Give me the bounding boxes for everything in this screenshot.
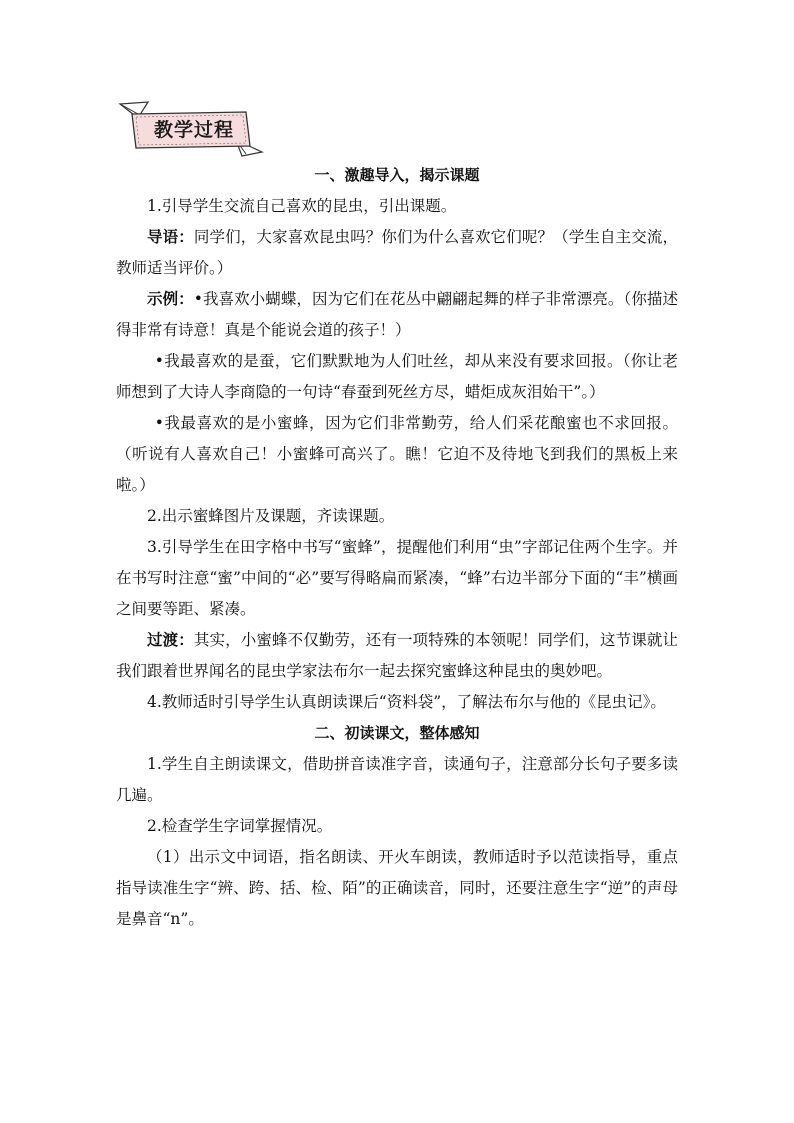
paragraph: •我最喜欢的是蚕，它们默默地为人们吐丝，却从来没有要求回报。（你让老师想到了大诗人李商隐的一句诗“春蚕到死丝方尽，蜡炬成灰泪始干”。） [116, 352, 678, 401]
paragraph: 1.学生自主朗读课文，借助拼音读准字音，读通句子，注意部分长句子要多读几遍。 [116, 755, 678, 804]
paragraph: 4.教师适时引导学生认真朗读课后“资料袋”，了解法布尔与他的《昆虫记》。 [147, 693, 666, 711]
section-badge [118, 100, 264, 158]
section-heading: 二、初读课文，整体感知 [314, 724, 480, 742]
lesson-content [116, 160, 678, 935]
paragraph-label: 导语： [147, 228, 194, 246]
paragraph: 3.引导学生在田字格中书写“蜜蜂”，提醒他们利用“虫”字部记住两个生字。并在书写时注意“蜜”中间的“必”要写得略扁而紧凑，“蜂”右边半部分下面的“丰”横画之间要等距、紧凑。 [116, 538, 678, 618]
badge-title: 教学过程 [153, 119, 234, 141]
paragraph: （1）出示文中词语，指名朗读、开火车朗读，教师适时予以范读指导，重点指导读准生字“辨、跨、括、检、陌”的正确读音，同时，还要注意生字“逆”的声母是鼻音“n”。 [116, 848, 678, 928]
paragraph: 2.检查学生字词掌握情况。 [147, 817, 333, 835]
paragraph: 1.引导学生交流自己喜欢的昆虫，引出课题。 [147, 197, 457, 215]
paragraph-label: 示例： [147, 290, 194, 308]
section-heading: 一、激趣导入，揭示课题 [314, 166, 480, 184]
paragraph: 示例：•我喜欢小蝴蝶，因为它们在花丛中翩翩起舞的样子非常漂亮。（你描述得非常有诗意！真是个能说会道的孩子！） [116, 290, 678, 339]
paragraph: 导语：同学们，大家喜欢昆虫吗？你们为什么喜欢它们呢？（学生自主交流，教师适当评价。） [116, 228, 678, 277]
paragraph: 过渡：其实，小蜜蜂不仅勤劳，还有一项特殊的本领呢！同学们，这节课就让我们跟着世界闻名的昆虫学家法布尔一起去探究蜜蜂这种昆虫的奥妙吧。 [116, 631, 678, 680]
paragraph: 2.出示蜜蜂图片及课题，齐读课题。 [147, 507, 395, 525]
paragraph-label: 过渡： [147, 631, 194, 649]
paragraph: •我最喜欢的是小蜜蜂，因为它们非常勤劳，给人们采花酿蜜也不求回报。（听说有人喜欢自己！小蜜蜂可高兴了。瞧！它迫不及待地飞到我们的黑板上来啦。） [116, 414, 678, 494]
